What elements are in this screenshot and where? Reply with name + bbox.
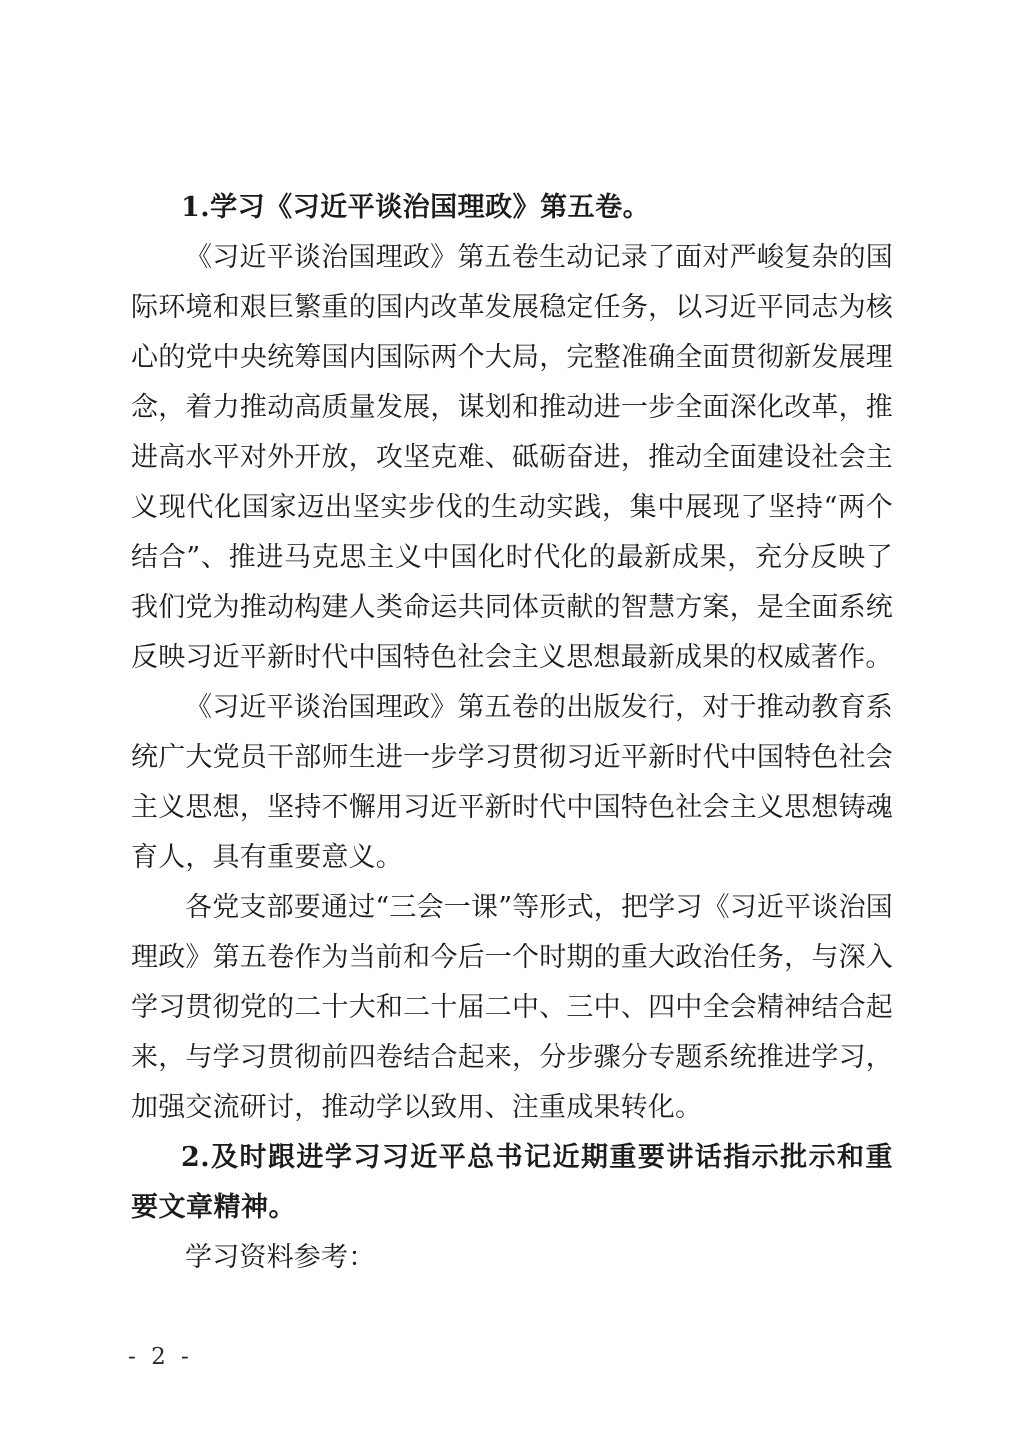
page-number: - 2 - — [128, 1344, 193, 1370]
paragraph-party-branch-requirements: 各党支部要通过“三会一课”等形式，把学习《习近平谈治国理政》第五卷作为当前和今后一个时期的重大政治任务，与深入学习贯彻党的二十大和二十届二中、三中、四中全会精神结合起来，与学习贯彻前四卷结合起来，分步骤分专题系统推进学习，加强交流研讨，推动学以致用、注重成果转化。 — [131, 892, 894, 1123]
document-body — [131, 183, 893, 1283]
paragraph-study-reference-label: 学习资料参考： — [185, 1242, 376, 1273]
section-heading-1: 1.学习《习近平谈治国理政》第五卷。 — [180, 192, 651, 223]
paragraph-publication-significance: 《习近平谈治国理政》第五卷的出版发行，对于推动教育系统广大党员干部师生进一步学习贯彻习近平新时代中国特色社会主义思想，坚持不懈用习近平新时代中国特色社会主义思想铸魂育人，具有重要意义。 — [131, 692, 893, 873]
paragraph-volume5-overview: 《习近平谈治国理政》第五卷生动记录了面对严峻复杂的国际环境和艰巨繁重的国内改革发展稳定任务，以习近平同志为核心的党中央统筹国内国际两个大局，完整准确全面贯彻新发展理念，着力推动高质量发展，谋划和推动进一步全面深化改革，推进高水平对外开放，攻坚克难、砥砺奋进，推动全面建设社会主义现代化国家迈出坚实步伐的生动实践，集中展现了坚持“两个结合”、推进马克思主义中国化时代化的最新成果，充分反映了我们党为推动构建人类命运共同体贡献的智慧方案，是全面系统反映习近平新时代中国特色社会主义思想最新成果的权威著作。 — [131, 242, 893, 673]
section-heading-2: 2.及时跟进学习习近平总书记近期重要讲话指示批示和重要文章精神。 — [131, 1142, 893, 1223]
